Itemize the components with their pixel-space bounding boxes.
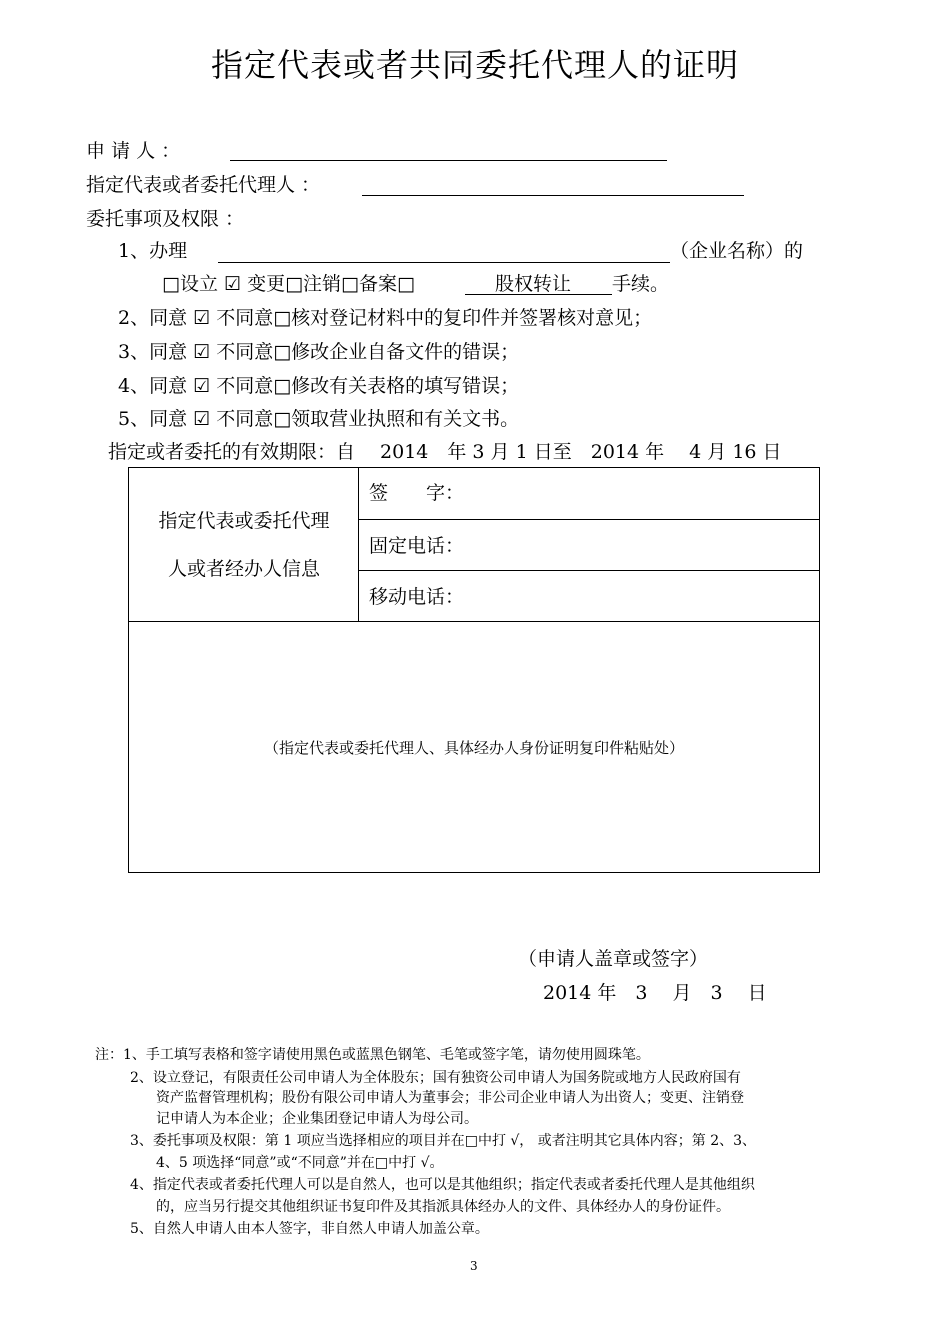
item1-options[interactable]: □设立 ☑ 变更□注销□备案□ xyxy=(162,273,415,295)
scope-label: 委托事项及权限 ： xyxy=(86,208,245,230)
note-3: 3、委托事项及权限：第 1 项应当选择相应的项目并在□中打 √， 或者注明其它具体内容；第 2、3、 xyxy=(130,1133,757,1149)
item-3[interactable]: 3、同意 ☑ 不同意□修改企业自备文件的错误； xyxy=(118,341,520,363)
note-4: 4、指定代表或者委托代理人可以是自然人，也可以是其他组织；指定代表或者委托代理人是其他组织 xyxy=(130,1177,755,1193)
note-3-cont: 4、5 项选择“同意”或“不同意”并在□中打 √。 xyxy=(156,1155,444,1171)
landline-label: 固定电话： xyxy=(369,535,465,557)
item-4[interactable]: 4、同意 ☑ 不同意□修改有关表格的填写错误； xyxy=(118,375,520,397)
agent-info-header xyxy=(129,468,359,622)
agent-info-table xyxy=(128,467,820,873)
item1-blank-line xyxy=(465,294,612,295)
agent-info-header-line1: 指定代表或委托代理 xyxy=(158,510,330,532)
note-2: 2、设立登记，有限责任公司申请人为全体股东；国有独资公司申请人为国务院或地方人民政府国有 xyxy=(130,1070,741,1086)
item1-end: 手续。 xyxy=(612,273,670,295)
note-2-cont: 记申请人为本企业；企业集团登记申请人为母公司。 xyxy=(156,1111,478,1127)
landline-row[interactable] xyxy=(359,519,819,570)
sign-row[interactable] xyxy=(359,468,819,519)
item1-prefix: 1、办理 xyxy=(118,240,188,262)
company-name-field[interactable] xyxy=(218,262,670,263)
paste-area-label: （指定代表或委托代理人、具体经办人身份证明复印件粘贴处） xyxy=(263,739,684,757)
applicant-label: 申 请 人 ： xyxy=(86,140,181,162)
applicant-field[interactable] xyxy=(230,160,667,161)
agent-field[interactable] xyxy=(362,195,744,196)
item1-suffix: （企业名称）的 xyxy=(670,240,804,262)
note-5: 5、自然人申请人由本人签字，非自然人申请人加盖公章。 xyxy=(130,1221,489,1237)
note-1: 注：1、手工填写表格和签字请使用黑色或蓝黑色钢笔、毛笔或签字笔，请勿使用圆珠笔。 xyxy=(95,1047,650,1063)
note-4-cont: 的，应当另行提交其他组织证书复印件及其指派具体经办人的文件、具体经办人的身份证件。 xyxy=(156,1199,730,1215)
id-copy-paste-area[interactable] xyxy=(129,622,819,872)
page-title: 指定代表或者共同委托代理人的证明 xyxy=(210,46,739,84)
page-number: 3 xyxy=(470,1259,478,1273)
item-5[interactable]: 5、同意 ☑ 不同意□领取营业执照和有关文书。 xyxy=(118,408,520,430)
mobile-label: 移动电话： xyxy=(369,586,465,608)
sign-label: 签 字： xyxy=(369,482,465,504)
note-2-cont: 资产监督管理机构；股份有限公司申请人为董事会；非公司企业申请人为出资人；变更、注销登 xyxy=(156,1090,744,1106)
agent-info-header-line2: 人或者经办人信息 xyxy=(167,558,320,580)
validity-period: 指定或者委托的有效期限：自 2014 年 3 月 1 日至 2014 年 4 月 16 日 xyxy=(108,441,782,463)
agent-label: 指定代表或者委托代理人 ： xyxy=(86,174,321,196)
applicant-sign-label: （申请人盖章或签字） xyxy=(518,948,709,970)
mobile-row[interactable] xyxy=(359,570,819,621)
sign-date: 2014 年 3 月 3 日 xyxy=(543,982,767,1004)
item1-blank-value: 股权转让 xyxy=(495,273,572,295)
item-2[interactable]: 2、同意 ☑ 不同意□核对登记材料中的复印件并签署核对意见； xyxy=(118,307,653,329)
